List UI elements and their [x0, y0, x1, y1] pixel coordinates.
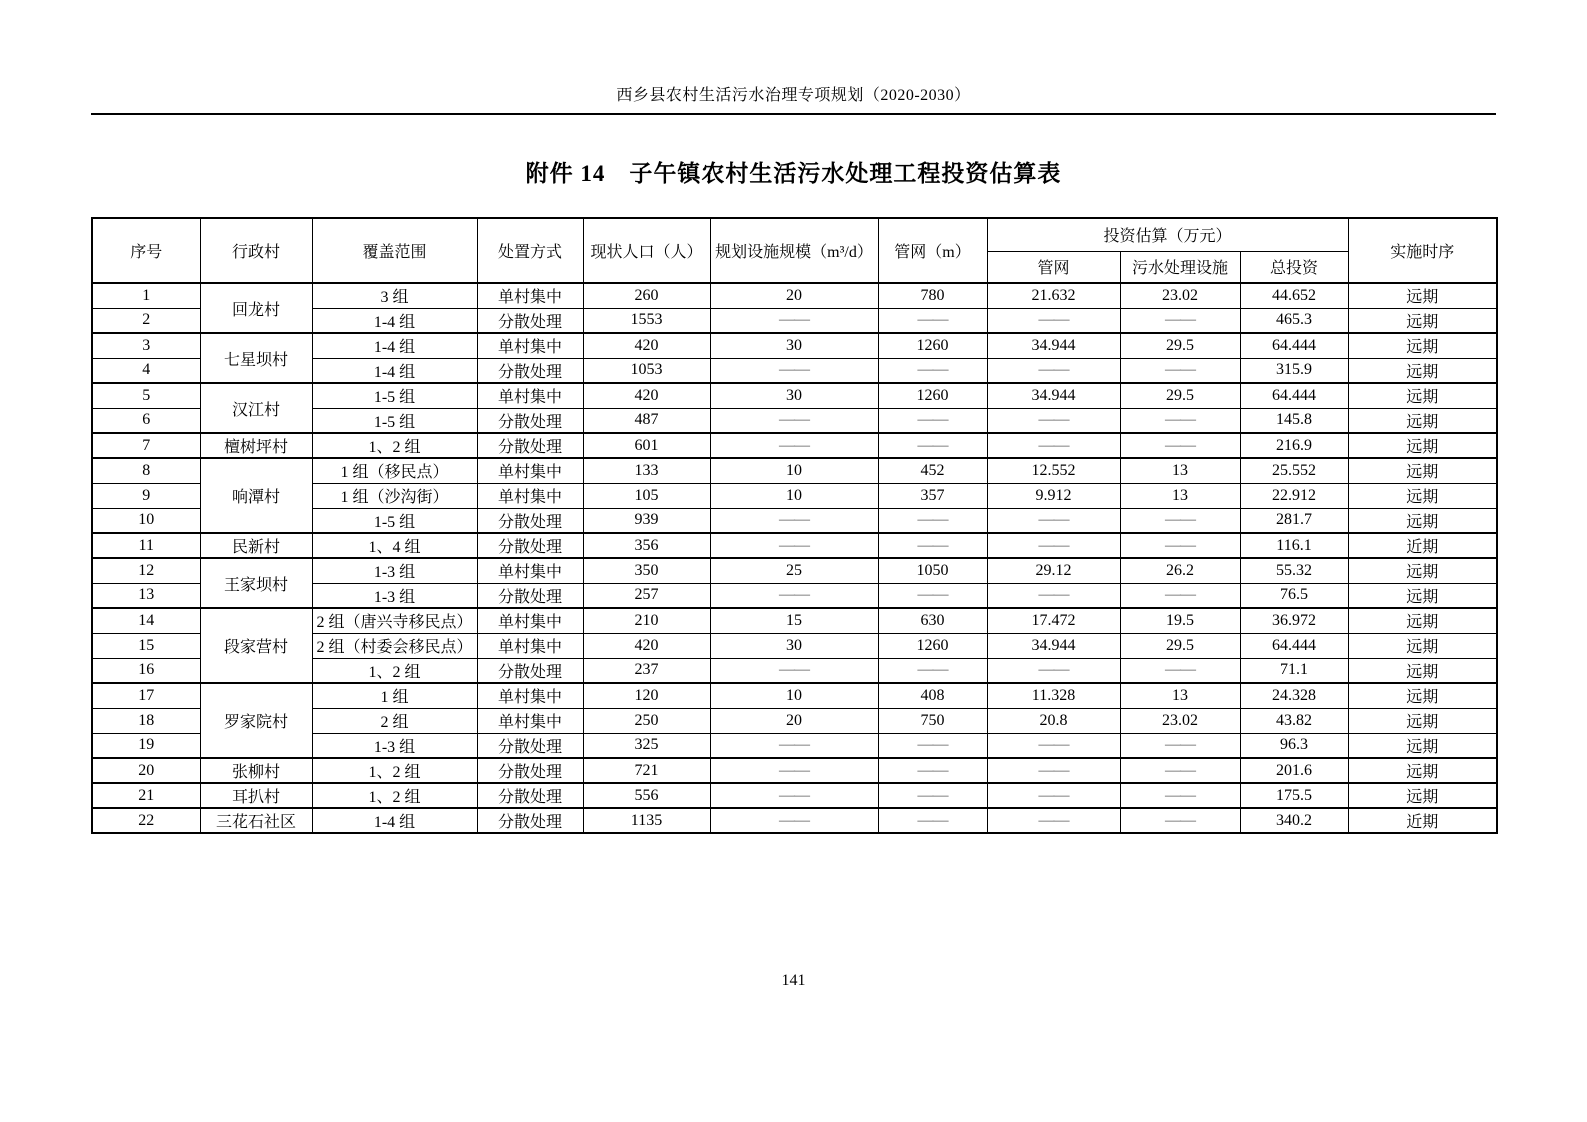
cell-seq: 8 — [92, 458, 200, 483]
cell-scale: 20 — [710, 708, 878, 733]
table-header — [92, 218, 1497, 283]
cell-village: 响潭村 — [200, 458, 312, 533]
table-row — [92, 533, 1497, 558]
col-header-inv-facility: 污水处理设施 — [1120, 251, 1240, 283]
col-header-village: 行政村 — [200, 218, 312, 283]
cell-schedule: 远期 — [1348, 708, 1497, 733]
cell-method: 单村集中 — [477, 333, 583, 358]
col-header-coverage: 覆盖范围 — [312, 218, 477, 283]
cell-coverage: 1-4 组 — [312, 358, 477, 383]
cell-pipe: —— — [878, 533, 987, 558]
cell-population: 356 — [583, 533, 710, 558]
table-row — [92, 383, 1497, 408]
cell-pipe: —— — [878, 408, 987, 433]
cell-inv_pipe: —— — [987, 783, 1120, 808]
cell-method: 分散处理 — [477, 308, 583, 333]
cell-coverage: 1、2 组 — [312, 433, 477, 458]
cell-pipe: 780 — [878, 283, 987, 308]
table-row — [92, 283, 1497, 308]
cell-population: 133 — [583, 458, 710, 483]
cell-inv_pipe: 29.12 — [987, 558, 1120, 583]
col-header-inv-pipe: 管网 — [987, 251, 1120, 283]
cell-inv_total: 36.972 — [1240, 608, 1348, 633]
cell-inv_fac: —— — [1120, 433, 1240, 458]
cell-pipe: —— — [878, 508, 987, 533]
cell-schedule: 近期 — [1348, 808, 1497, 833]
cell-population: 487 — [583, 408, 710, 433]
cell-inv_total: 216.9 — [1240, 433, 1348, 458]
cell-method: 分散处理 — [477, 758, 583, 783]
cell-inv_fac: —— — [1120, 508, 1240, 533]
cell-population: 939 — [583, 508, 710, 533]
cell-village: 七星坝村 — [200, 333, 312, 383]
cell-inv_fac: —— — [1120, 783, 1240, 808]
cell-pipe: —— — [878, 783, 987, 808]
table-row — [92, 758, 1497, 783]
cell-coverage: 1 组（移民点） — [312, 458, 477, 483]
cell-method: 单村集中 — [477, 708, 583, 733]
investment-estimate-table — [91, 217, 1498, 834]
cell-coverage: 1-4 组 — [312, 808, 477, 833]
cell-population: 210 — [583, 608, 710, 633]
cell-scale: 15 — [710, 608, 878, 633]
cell-pipe: 630 — [878, 608, 987, 633]
cell-inv_pipe: —— — [987, 533, 1120, 558]
cell-coverage: 2 组（村委会移民点） — [312, 633, 477, 658]
cell-schedule: 远期 — [1348, 558, 1497, 583]
table-row — [92, 683, 1497, 708]
cell-coverage: 1、4 组 — [312, 533, 477, 558]
cell-inv_fac: —— — [1120, 408, 1240, 433]
cell-population: 257 — [583, 583, 710, 608]
cell-village: 耳扒村 — [200, 783, 312, 808]
cell-scale: —— — [710, 508, 878, 533]
cell-inv_pipe: 20.8 — [987, 708, 1120, 733]
cell-seq: 6 — [92, 408, 200, 433]
cell-schedule: 远期 — [1348, 358, 1497, 383]
cell-schedule: 远期 — [1348, 583, 1497, 608]
cell-scale: —— — [710, 758, 878, 783]
table-row — [92, 608, 1497, 633]
page-title: 附件 14 子午镇农村生活污水处理工程投资估算表 — [525, 161, 1062, 186]
cell-inv_total: 340.2 — [1240, 808, 1348, 833]
cell-seq: 16 — [92, 658, 200, 683]
cell-inv_pipe: —— — [987, 433, 1120, 458]
col-header-method: 处置方式 — [477, 218, 583, 283]
cell-method: 单村集中 — [477, 633, 583, 658]
cell-village: 民新村 — [200, 533, 312, 558]
cell-inv_pipe: 34.944 — [987, 383, 1120, 408]
table-row — [92, 783, 1497, 808]
cell-coverage: 1-5 组 — [312, 508, 477, 533]
col-header-inv-total: 总投资 — [1240, 251, 1348, 283]
cell-coverage: 3 组 — [312, 283, 477, 308]
cell-inv_total: 71.1 — [1240, 658, 1348, 683]
cell-coverage: 2 组 — [312, 708, 477, 733]
cell-inv_fac: 19.5 — [1120, 608, 1240, 633]
cell-schedule: 远期 — [1348, 283, 1497, 308]
cell-pipe: —— — [878, 358, 987, 383]
cell-population: 325 — [583, 733, 710, 758]
cell-schedule: 远期 — [1348, 608, 1497, 633]
cell-coverage: 1-3 组 — [312, 558, 477, 583]
cell-inv_fac: 26.2 — [1120, 558, 1240, 583]
cell-scale: 10 — [710, 458, 878, 483]
cell-coverage: 1-4 组 — [312, 333, 477, 358]
cell-pipe: 408 — [878, 683, 987, 708]
col-header-pipe: 管网（m） — [878, 218, 987, 283]
cell-coverage: 1-5 组 — [312, 408, 477, 433]
cell-schedule: 远期 — [1348, 683, 1497, 708]
cell-pipe: 1260 — [878, 383, 987, 408]
cell-population: 105 — [583, 483, 710, 508]
cell-inv_pipe: —— — [987, 733, 1120, 758]
cell-inv_total: 55.32 — [1240, 558, 1348, 583]
cell-inv_fac: 29.5 — [1120, 383, 1240, 408]
table-row — [92, 458, 1497, 483]
cell-scale: —— — [710, 433, 878, 458]
cell-seq: 5 — [92, 383, 200, 408]
page-content — [91, 0, 1496, 834]
cell-seq: 21 — [92, 783, 200, 808]
cell-coverage: 2 组（唐兴寺移民点） — [312, 608, 477, 633]
cell-seq: 1 — [92, 283, 200, 308]
cell-village: 三花石社区 — [200, 808, 312, 833]
cell-inv_fac: —— — [1120, 533, 1240, 558]
cell-method: 单村集中 — [477, 458, 583, 483]
cell-inv_pipe: —— — [987, 358, 1120, 383]
cell-scale: 30 — [710, 383, 878, 408]
cell-inv_total: 315.9 — [1240, 358, 1348, 383]
cell-inv_fac: —— — [1120, 583, 1240, 608]
cell-inv_pipe: 11.328 — [987, 683, 1120, 708]
cell-village: 王家坝村 — [200, 558, 312, 608]
cell-pipe: 1260 — [878, 333, 987, 358]
cell-scale: —— — [710, 733, 878, 758]
cell-method: 单村集中 — [477, 283, 583, 308]
cell-scale: 30 — [710, 333, 878, 358]
running-header: 西乡县农村生活污水治理专项规划（2020-2030） — [616, 87, 971, 104]
cell-population: 1135 — [583, 808, 710, 833]
table-row — [92, 808, 1497, 833]
cell-inv_fac: 23.02 — [1120, 708, 1240, 733]
cell-seq: 15 — [92, 633, 200, 658]
cell-seq: 20 — [92, 758, 200, 783]
cell-seq: 9 — [92, 483, 200, 508]
cell-seq: 13 — [92, 583, 200, 608]
cell-scale: 20 — [710, 283, 878, 308]
cell-inv_total: 145.8 — [1240, 408, 1348, 433]
cell-population: 260 — [583, 283, 710, 308]
cell-village: 汉江村 — [200, 383, 312, 433]
cell-schedule: 远期 — [1348, 308, 1497, 333]
cell-inv_fac: 13 — [1120, 683, 1240, 708]
cell-population: 250 — [583, 708, 710, 733]
cell-inv_pipe: 12.552 — [987, 458, 1120, 483]
cell-inv_pipe: —— — [987, 508, 1120, 533]
cell-inv_fac: —— — [1120, 358, 1240, 383]
cell-scale: —— — [710, 358, 878, 383]
cell-village: 回龙村 — [200, 283, 312, 333]
cell-schedule: 远期 — [1348, 758, 1497, 783]
cell-inv_total: 22.912 — [1240, 483, 1348, 508]
cell-inv_fac: —— — [1120, 308, 1240, 333]
cell-coverage: 1-5 组 — [312, 383, 477, 408]
cell-method: 分散处理 — [477, 508, 583, 533]
cell-population: 420 — [583, 333, 710, 358]
cell-inv_total: 64.444 — [1240, 633, 1348, 658]
cell-inv_fac: 13 — [1120, 458, 1240, 483]
cell-village: 张柳村 — [200, 758, 312, 783]
cell-population: 120 — [583, 683, 710, 708]
cell-coverage: 1 组（沙沟街） — [312, 483, 477, 508]
cell-inv_fac: 23.02 — [1120, 283, 1240, 308]
cell-method: 单村集中 — [477, 608, 583, 633]
cell-inv_fac: —— — [1120, 758, 1240, 783]
cell-seq: 10 — [92, 508, 200, 533]
table-body — [92, 283, 1497, 833]
cell-inv_total: 43.82 — [1240, 708, 1348, 733]
cell-coverage: 1、2 组 — [312, 758, 477, 783]
cell-population: 237 — [583, 658, 710, 683]
cell-schedule: 远期 — [1348, 658, 1497, 683]
cell-inv_pipe: —— — [987, 658, 1120, 683]
cell-village: 檀树坪村 — [200, 433, 312, 458]
cell-coverage: 1、2 组 — [312, 783, 477, 808]
cell-scale: —— — [710, 408, 878, 433]
cell-pipe: —— — [878, 433, 987, 458]
cell-schedule: 远期 — [1348, 508, 1497, 533]
cell-inv_fac: —— — [1120, 808, 1240, 833]
cell-method: 分散处理 — [477, 433, 583, 458]
cell-coverage: 1-4 组 — [312, 308, 477, 333]
cell-scale: —— — [710, 808, 878, 833]
cell-schedule: 远期 — [1348, 458, 1497, 483]
cell-seq: 4 — [92, 358, 200, 383]
cell-seq: 12 — [92, 558, 200, 583]
cell-method: 单村集中 — [477, 383, 583, 408]
cell-method: 单村集中 — [477, 683, 583, 708]
cell-schedule: 远期 — [1348, 733, 1497, 758]
cell-pipe: —— — [878, 308, 987, 333]
cell-pipe: 1260 — [878, 633, 987, 658]
cell-seq: 11 — [92, 533, 200, 558]
cell-inv_pipe: —— — [987, 808, 1120, 833]
cell-seq: 17 — [92, 683, 200, 708]
table-row — [92, 333, 1497, 358]
cell-method: 单村集中 — [477, 558, 583, 583]
cell-scale: —— — [710, 533, 878, 558]
cell-population: 556 — [583, 783, 710, 808]
col-header-investment-group: 投资估算（万元） — [987, 218, 1348, 251]
cell-coverage: 1-3 组 — [312, 583, 477, 608]
table-row — [92, 558, 1497, 583]
cell-schedule: 远期 — [1348, 383, 1497, 408]
table-row — [92, 433, 1497, 458]
cell-inv_total: 175.5 — [1240, 783, 1348, 808]
cell-inv_total: 96.3 — [1240, 733, 1348, 758]
cell-seq: 22 — [92, 808, 200, 833]
cell-inv_total: 25.552 — [1240, 458, 1348, 483]
cell-schedule: 近期 — [1348, 533, 1497, 558]
cell-seq: 19 — [92, 733, 200, 758]
cell-inv_fac: 29.5 — [1120, 333, 1240, 358]
cell-scale: 25 — [710, 558, 878, 583]
cell-population: 1553 — [583, 308, 710, 333]
cell-pipe: —— — [878, 733, 987, 758]
cell-seq: 3 — [92, 333, 200, 358]
cell-method: 分散处理 — [477, 733, 583, 758]
cell-inv_total: 465.3 — [1240, 308, 1348, 333]
col-header-population: 现状人口（人） — [583, 218, 710, 283]
cell-schedule: 远期 — [1348, 408, 1497, 433]
cell-inv_pipe: —— — [987, 308, 1120, 333]
cell-seq: 2 — [92, 308, 200, 333]
cell-scale: —— — [710, 583, 878, 608]
cell-method: 分散处理 — [477, 533, 583, 558]
cell-inv_fac: 29.5 — [1120, 633, 1240, 658]
header-row-1 — [92, 218, 1497, 251]
cell-village: 段家营村 — [200, 608, 312, 683]
cell-inv_total: 44.652 — [1240, 283, 1348, 308]
cell-schedule: 远期 — [1348, 633, 1497, 658]
cell-inv_total: 76.5 — [1240, 583, 1348, 608]
cell-schedule: 远期 — [1348, 783, 1497, 808]
cell-pipe: —— — [878, 808, 987, 833]
cell-population: 420 — [583, 633, 710, 658]
cell-method: 分散处理 — [477, 658, 583, 683]
cell-inv_total: 281.7 — [1240, 508, 1348, 533]
cell-pipe: 452 — [878, 458, 987, 483]
cell-seq: 14 — [92, 608, 200, 633]
cell-pipe: —— — [878, 583, 987, 608]
cell-scale: —— — [710, 308, 878, 333]
cell-inv_pipe: —— — [987, 408, 1120, 433]
cell-coverage: 1-3 组 — [312, 733, 477, 758]
cell-seq: 7 — [92, 433, 200, 458]
cell-inv_total: 201.6 — [1240, 758, 1348, 783]
cell-population: 721 — [583, 758, 710, 783]
cell-scale: —— — [710, 658, 878, 683]
cell-inv_fac: 13 — [1120, 483, 1240, 508]
cell-schedule: 远期 — [1348, 483, 1497, 508]
col-header-schedule: 实施时序 — [1348, 218, 1497, 283]
page-number: 141 — [781, 972, 806, 989]
cell-pipe: 357 — [878, 483, 987, 508]
cell-method: 分散处理 — [477, 358, 583, 383]
cell-inv_fac: —— — [1120, 658, 1240, 683]
cell-inv_pipe: —— — [987, 583, 1120, 608]
cell-inv_pipe: 34.944 — [987, 633, 1120, 658]
cell-population: 350 — [583, 558, 710, 583]
cell-inv_fac: —— — [1120, 733, 1240, 758]
cell-method: 分散处理 — [477, 583, 583, 608]
cell-population: 420 — [583, 383, 710, 408]
cell-inv_total: 116.1 — [1240, 533, 1348, 558]
cell-pipe: —— — [878, 758, 987, 783]
cell-scale: 10 — [710, 683, 878, 708]
cell-method: 单村集中 — [477, 483, 583, 508]
cell-population: 1053 — [583, 358, 710, 383]
cell-seq: 18 — [92, 708, 200, 733]
cell-inv_total: 24.328 — [1240, 683, 1348, 708]
cell-scale: —— — [710, 783, 878, 808]
cell-inv_pipe: 34.944 — [987, 333, 1120, 358]
cell-pipe: 750 — [878, 708, 987, 733]
cell-scale: 30 — [710, 633, 878, 658]
cell-village: 罗家院村 — [200, 683, 312, 758]
cell-coverage: 1、2 组 — [312, 658, 477, 683]
cell-pipe: 1050 — [878, 558, 987, 583]
cell-inv_pipe: 21.632 — [987, 283, 1120, 308]
cell-method: 分散处理 — [477, 783, 583, 808]
cell-method: 分散处理 — [477, 808, 583, 833]
cell-inv_pipe: 17.472 — [987, 608, 1120, 633]
cell-coverage: 1 组 — [312, 683, 477, 708]
cell-population: 601 — [583, 433, 710, 458]
cell-inv_total: 64.444 — [1240, 383, 1348, 408]
cell-method: 分散处理 — [477, 408, 583, 433]
cell-inv_pipe: —— — [987, 758, 1120, 783]
cell-inv_pipe: 9.912 — [987, 483, 1120, 508]
cell-pipe: —— — [878, 658, 987, 683]
cell-inv_total: 64.444 — [1240, 333, 1348, 358]
cell-scale: 10 — [710, 483, 878, 508]
cell-schedule: 远期 — [1348, 433, 1497, 458]
col-header-seq: 序号 — [92, 218, 200, 283]
cell-schedule: 远期 — [1348, 333, 1497, 358]
col-header-scale: 规划设施规模（m³/d） — [710, 218, 878, 283]
